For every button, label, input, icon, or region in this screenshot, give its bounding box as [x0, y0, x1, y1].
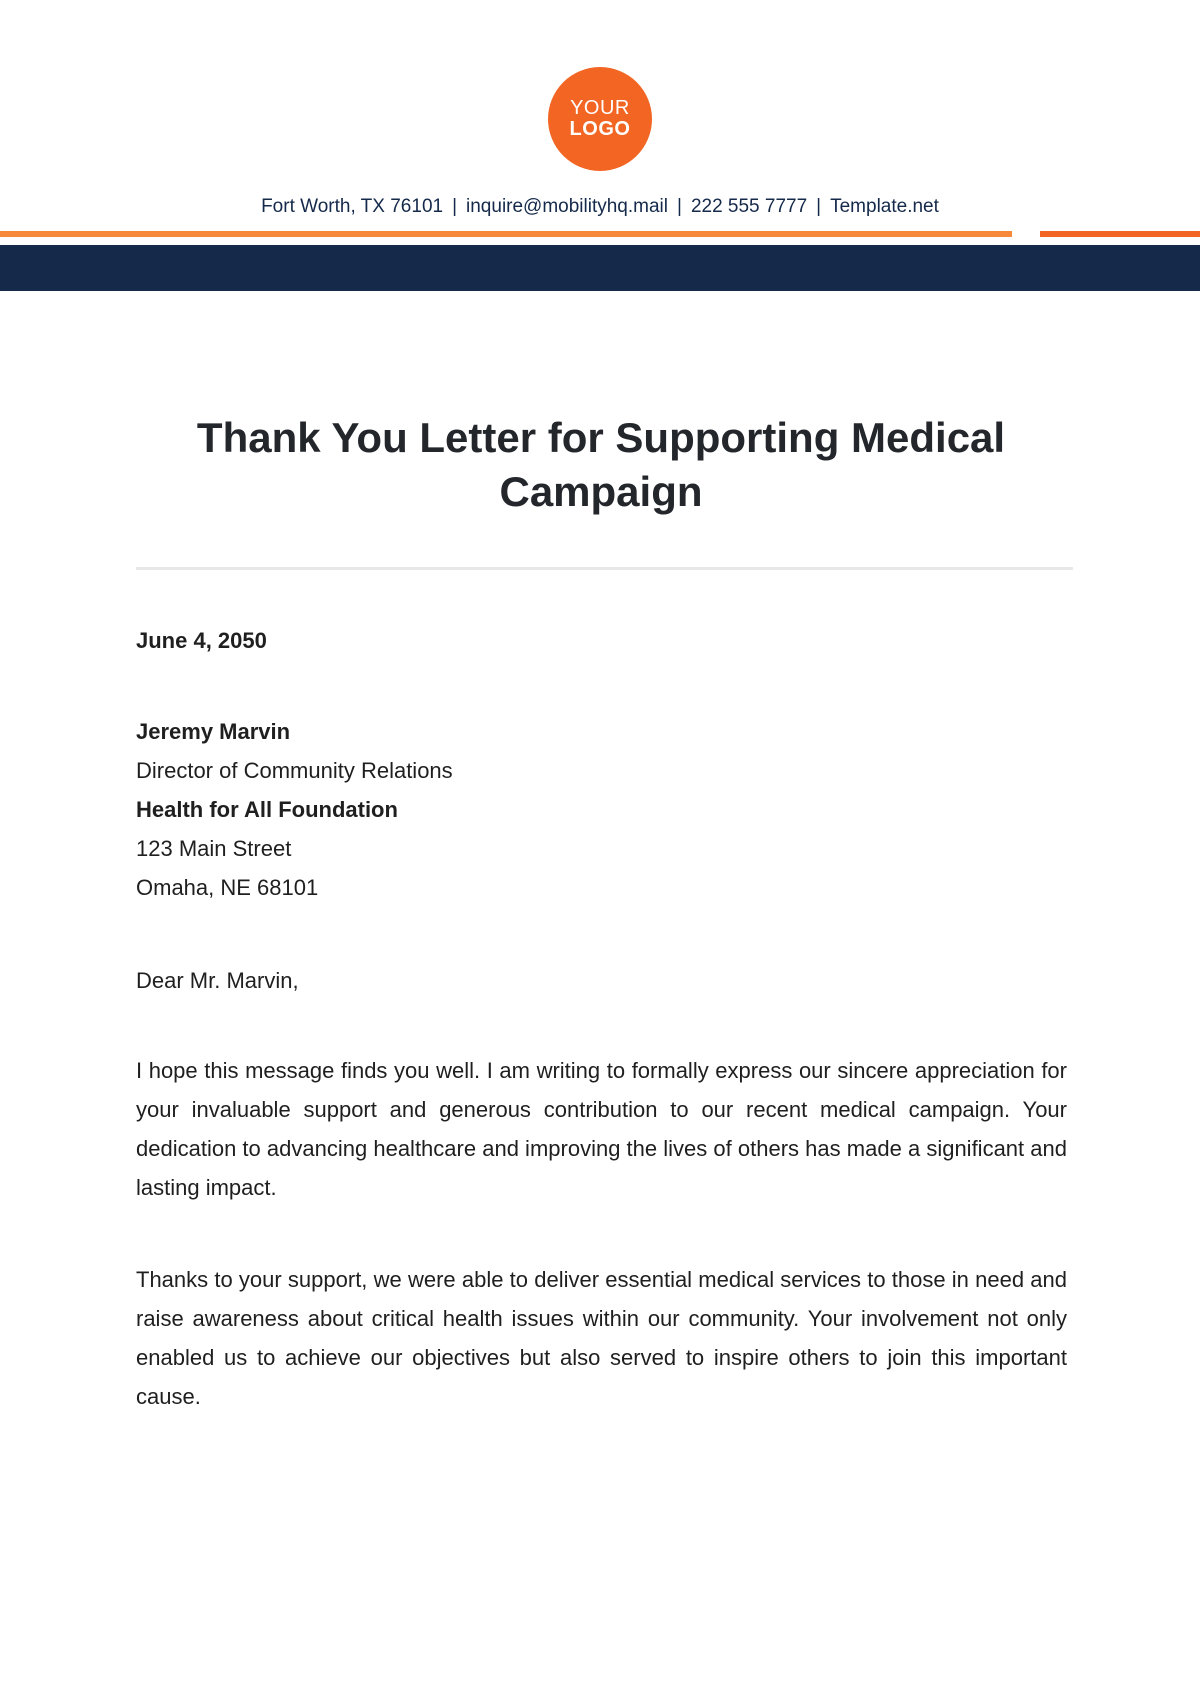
title-divider: [136, 567, 1073, 570]
logo-line-2: LOGO: [569, 118, 631, 140]
contact-info-bar: [0, 196, 1200, 218]
body-paragraph-1: I hope this message finds you well. I am writing to formally express our sincere appreciation for your invaluable support and generous contribution to our recent medical campaign. Your dedication to advancing healthcare and improving the lives of others has made a significant and lasting impact.: [136, 1058, 1067, 1200]
recipient-organization: Health for All Foundation: [136, 797, 398, 822]
navy-header-band: [0, 245, 1200, 291]
contact-phone: 222 555 7777: [690, 196, 808, 217]
recipient-city-state-zip: Omaha, NE 68101: [136, 875, 319, 900]
body-paragraph-2: Thanks to your support, we were able to deliver essential medical services to those in need and raise awareness about critical health issues within our community. Your involvement not only enabled us to achieve our objectives but also served to inspire others to join this important cause.: [136, 1267, 1067, 1409]
recipient-name: Jeremy Marvin: [136, 719, 291, 744]
orange-accent-stripe: [0, 231, 1012, 237]
orange-accent-stripe-right: [1040, 231, 1200, 237]
recipient-block: [136, 712, 1067, 907]
logo-line-1: YOUR: [570, 97, 630, 119]
contact-separator: |: [677, 196, 682, 217]
salutation: Dear Mr. Marvin,: [136, 968, 299, 993]
contact-website: Template.net: [830, 196, 939, 217]
company-logo: [548, 67, 652, 171]
contact-separator: |: [452, 196, 458, 217]
recipient-street: 123 Main Street: [136, 836, 292, 861]
contact-separator: |: [816, 196, 822, 217]
contact-email: inquire@mobilityhq.mail: [466, 196, 668, 217]
recipient-position: Director of Community Relations: [136, 758, 453, 783]
letter-date: June 4, 2050: [136, 628, 267, 653]
letter-title: Thank You Letter for Supporting Medical Campaign: [196, 414, 1006, 515]
contact-address: Fort Worth, TX 76101: [261, 196, 444, 217]
